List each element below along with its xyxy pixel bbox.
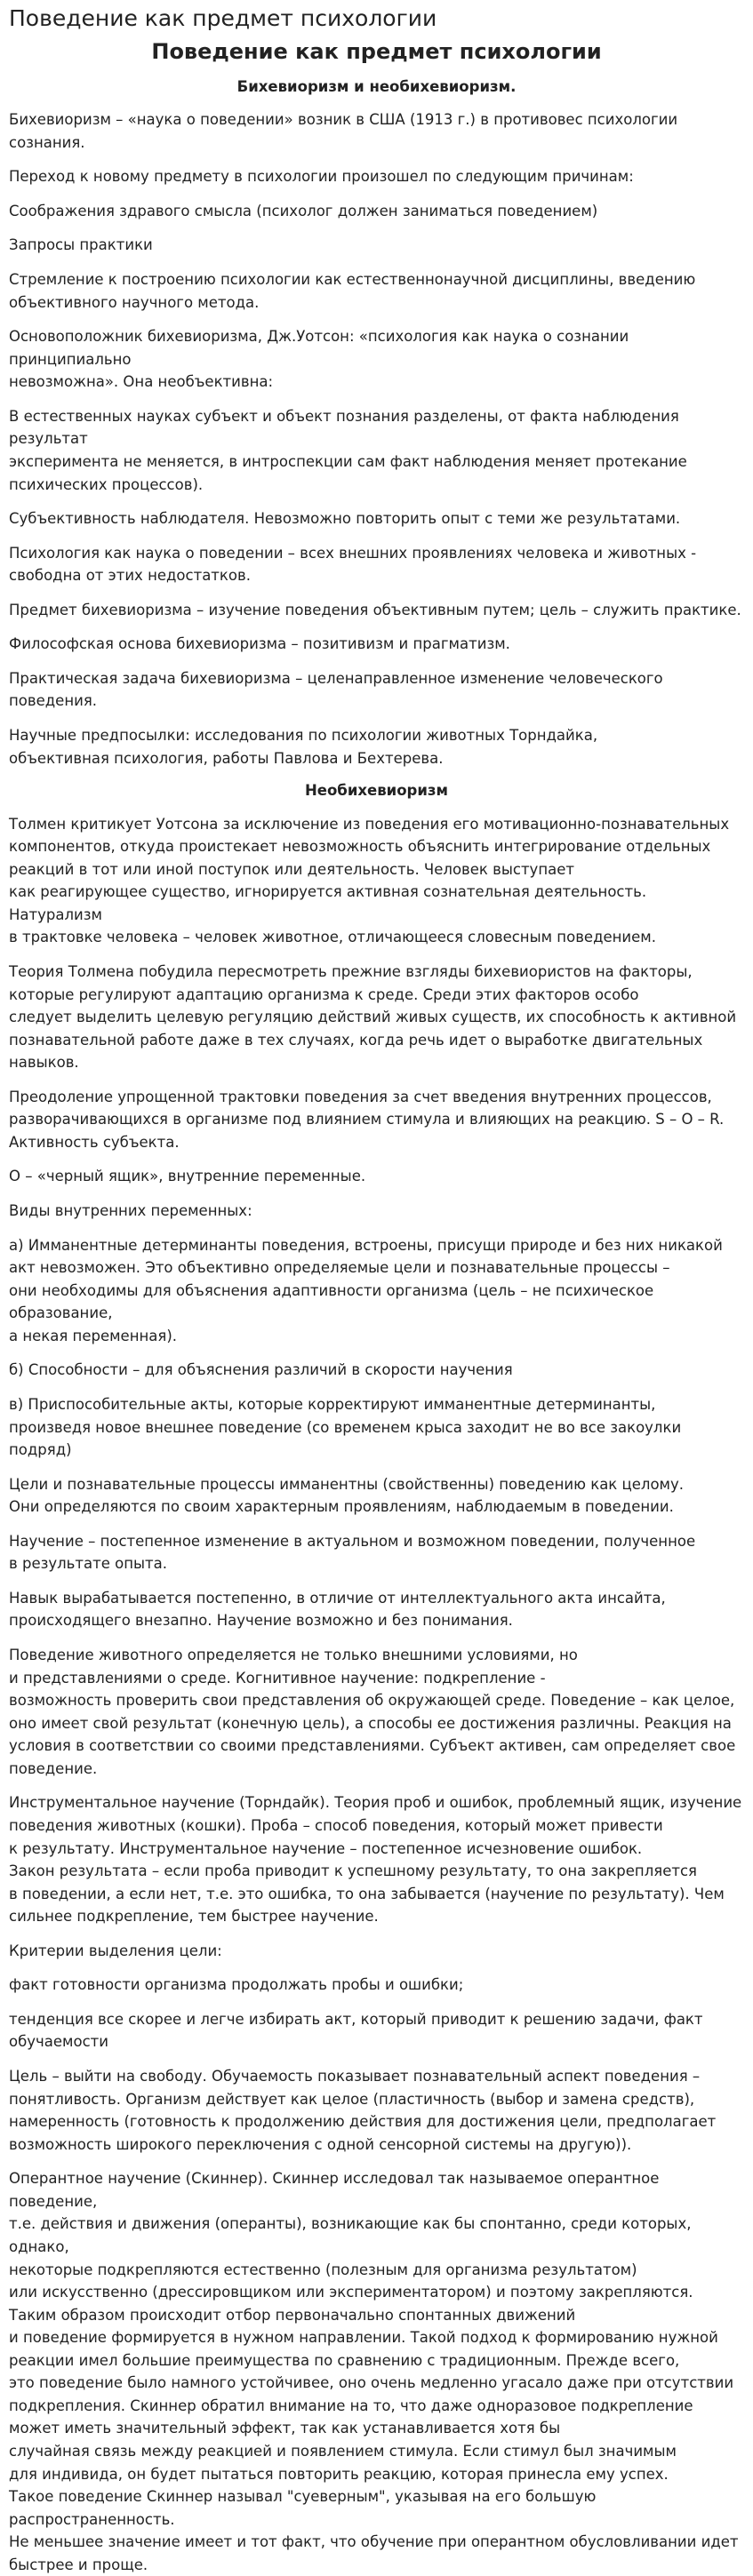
paragraph [9,234,744,257]
paragraph [9,165,744,188]
text-line: условия в соответствии со своими представлениями. Субъект активен, сам определяет свое [9,1737,736,1755]
text-line: реакций в тот или иной поступок или деятельность. Человек выступает [9,860,574,878]
text-line: Теория Толмена побудила пересмотреть прежние взгляды бихевиористов на факторы, [9,962,693,980]
text-line: произведя новое внешнее поведение (со временем крыса заходит не во все закоулки подряд) [9,1418,682,1459]
text-line: происходящего внезапно. Научение возможно и без понимания. [9,1612,513,1630]
text-line: в поведении, а если нет, т.е. это ошибка, то она забывается (научение по результату). Чем [9,1885,725,1902]
text-line: они необходимы для объяснения адаптивности организма (цель – не психическое образование, [9,1281,654,1322]
paragraph [9,667,744,713]
text-line: Инструментальное научение (Торндайк). Теория проб и ошибок, проблемный ящик, изучение [9,1794,742,1812]
text-line: эксперимента не меняется, в интроспекции сам факт наблюдения меняет протекание [9,452,687,470]
section-body-behaviorism [9,108,744,770]
text-line: оно имеет свой результат (конечную цель), а способы ее достижения различны. Реакция на [9,1714,732,1732]
text-line: случайная связь между реакцией и появлением стимула. Если стимул был значимым [9,2443,677,2460]
text-line: Субъективность наблюдателя. Невозможно повторить опыт с теми же результатами. [9,510,681,528]
text-line: возможность широкого переключения с одной сенсорной системы на другую)). [9,2135,632,2153]
paragraph [9,1530,744,1575]
text-line: Навык вырабатывается постепенно, в отличие от интеллектуального акта инсайта, [9,1589,666,1607]
text-line: Цель – выйти на свободу. Обучаемость показывает познавательный аспект поведения – [9,2068,701,2086]
text-line: Они определяются по своим характерным проявлениям, наблюдаемым в поведении. [9,1498,674,1516]
text-line: В естественных науках субъект и объект познания разделены, от факта наблюдения результат [9,407,679,448]
section-heading-neobehaviorism: Необихевиоризм [304,782,449,800]
text-line: Философская основа бихевиоризма – позитивизм и прагматизм. [9,635,510,653]
text-line: Переход к новому предмету в психологии произошел по следующим причинам: [9,168,634,186]
text-line: Предмет бихевиоризма – изучение поведения объективным путем; цель – служить практике. [9,601,741,618]
text-line: тенденция все скорее и легче избирать акт, который приводит к решению задачи, факт [9,2010,703,2028]
text-line: акт невозможен. Это объективно определяемые цели и познавательные процессы – [9,1259,670,1277]
text-line: намеренность (готовность к продолжению действия для достижения цели, предполагает [9,2113,717,2131]
paragraph [9,1587,744,1632]
text-line: может иметь значительный эффект, так как устанавливается хотя бы [9,2420,561,2437]
text-line: в трактовке человека – человек животное, отличающееся словесным поведением. [9,929,656,946]
text-line: это поведение было намного устойчивее, оно очень медленно угасало даже при отсутствии [9,2374,734,2392]
text-line: в) Приспособительные акты, которые корректируют имманентные детерминанты, [9,1395,656,1413]
paragraph [9,108,744,154]
paragraph [9,2008,744,2054]
text-line: объективного научного метода. [9,293,260,311]
text-line: Психология как наука о поведении – всех внешних проявлениях человека и животных - [9,544,697,562]
text-line: Практическая задача бихевиоризма – целенаправленное изменение человеческого поведения. [9,669,663,710]
paragraph [9,1644,744,1780]
text-line: которые регулируют адаптацию организма к среде. Среди этих факторов особо [9,985,639,1003]
text-line: обучаемости [9,2033,108,2051]
paragraph [9,2065,744,2156]
paragraph [9,1393,744,1462]
text-line: Не меньшее значение имеет и тот факт, что обучение при оперантном обусловливании идет [9,2533,739,2551]
text-line: Критерии выделения цели: [9,1942,222,1959]
text-line: Активность субъекта. [9,1133,180,1151]
paragraph [9,599,744,622]
page-title: Поведение как предмет психологии [9,5,437,31]
text-line: некоторые подкрепляются естественно (полезным для организма результатом) [9,2261,637,2278]
paragraph [9,405,744,496]
text-line: Цели и познавательные процессы имманентны (свойственны) поведению как целому. [9,1475,684,1493]
paragraph [9,2167,744,2576]
text-line: Соображения здравого смысла (психолог должен заниматься поведением) [9,202,598,219]
paragraph [9,961,744,1074]
text-line: Виды внутренних переменных: [9,1202,252,1220]
paragraph [9,542,744,587]
text-line: O – «черный ящик», внутренние переменные. [9,1168,366,1185]
text-line: как реагирующее существо, игнорируется активная сознательная деятельность. Натурализм [9,883,647,923]
paragraph [9,1234,744,1348]
text-line: следует выделить целевую регуляцию действий живых существ, их способность к активной [9,1009,737,1026]
text-line: в результате опыта. [9,1555,168,1573]
text-line: Бихевиоризм – «наука о поведении» возник в США (1913 г.) в противовес психологии сознания. [9,111,678,151]
text-line: подкрепления. Скиннер обратил внимание на то, что даже одноразовое подкрепление [9,2397,693,2414]
text-line: Закон результата – если проба приводит к успешному результату, то она закрепляется [9,1862,697,1880]
paragraph [9,724,744,770]
text-line: компонентов, откуда проистекает невозможность объяснить интегрирование отдельных [9,838,711,856]
section-heading-behaviorism: Бихевиоризм и необихевиоризм. [236,77,517,95]
paragraph [9,633,744,656]
text-line: объективная психология, работы Павлова и Бехтерева. [9,749,444,767]
text-line: для индивида, он будет пытаться повторить реакцию, которая принесла ему успех. [9,2465,669,2483]
text-line: Такое поведение Скиннер называл "суеверным", указывая на его большую распространенность. [9,2488,597,2528]
text-line: разворачивающихся в организме под влиянием стимула и влияющих на реакцию. S – O – R. [9,1111,725,1128]
paragraph [9,813,744,949]
text-line: невозможна». Она необъективна: [9,373,274,391]
text-line: т.е. действия и движения (операнты), возникающие как бы спонтанно, среди которых, однако, [9,2215,692,2255]
text-line: Научение – постепенное изменение в актуальном и возможном поведении, полученное [9,1532,696,1550]
paragraph [9,1473,744,1519]
text-line: познавательной работе даже в тех случаях, когда речь идет о выработке двигательных [9,1031,703,1049]
paragraph [9,1791,744,1927]
text-line: Преодоление упрощенной трактовки поведения за счет введения внутренних процессов, [9,1088,712,1105]
paragraph [9,507,744,530]
text-line: навыков. [9,1054,79,1072]
paragraph [9,200,744,223]
text-line: и поведение формируется в нужном направлении. Такой подход к формированию нужной [9,2329,718,2347]
text-line: факт готовности организма продолжать пробы и ошибки; [9,1976,464,1994]
text-line: и представлениями о среде. Когнитивное научение: подкрепление - [9,1669,546,1687]
section-body-neobehaviorism [9,813,744,2576]
text-line: Поведение животного определяется не только внешними условиями, но [9,1647,578,1664]
text-line: к результату. Инструментальное научение – постепенное исчезновение ошибок. [9,1839,643,1857]
paragraph [9,1200,744,1223]
text-line: реакции имел большие преимущества по сравнению с традиционным. Прежде всего, [9,2351,680,2369]
text-line: возможность проверить свои представления об окружающей среде. Поведение – как целое, [9,1692,735,1710]
paragraph [9,268,744,314]
paragraph [9,1359,744,1382]
text-line: свободна от этих недостатков. [9,567,251,585]
text-line: Толмен критикует Уотсона за исключение из поведения его мотивационно-познавательных [9,815,730,833]
text-line: психических процессов). [9,475,204,493]
text-line: поведение. [9,1759,98,1777]
paragraph [9,1974,744,1997]
text-line: сильнее подкрепление, тем быстрее научение. [9,1908,379,1926]
paragraph [9,1086,744,1154]
text-line: Таким образом происходит отбор первоначально спонтанных движений [9,2306,576,2324]
text-line: Основоположник бихевиоризма, Дж.Уотсон: «психология как наука о сознании принципиально [9,328,629,368]
text-line: Оперантное научение (Скиннер). Скиннер исследовал так называемое оперантное поведение, [9,2170,660,2210]
text-line: быстрее и проще. [9,2556,148,2573]
paragraph [9,1940,744,1963]
text-line: поведения животных (кошки). Проба – способ поведения, который может привести [9,1816,663,1834]
text-line: а некая переменная). [9,1327,178,1344]
text-line: Стремление к построению психологии как естественнонаучной дисциплины, введению [9,271,696,289]
text-line: а) Имманентные детерминанты поведения, встроены, присущи природе и без них никакой [9,1236,723,1254]
text-line: Научные предпосылки: исследования по психологии животных Торндайка, [9,727,598,745]
text-line: Запросы практики [9,236,153,254]
text-line: б) Способности – для объяснения различий в скорости научения [9,1361,513,1379]
text-line: или искусственно (дрессировщиком или экспериментатором) и поэтому закрепляются. [9,2284,693,2301]
text-line: понятливость. Организм действует как целое (пластичность (выбор и замена средств), [9,2090,695,2108]
document-title: Поведение как предмет психологии [151,39,602,64]
paragraph [9,1165,744,1188]
paragraph [9,325,744,394]
